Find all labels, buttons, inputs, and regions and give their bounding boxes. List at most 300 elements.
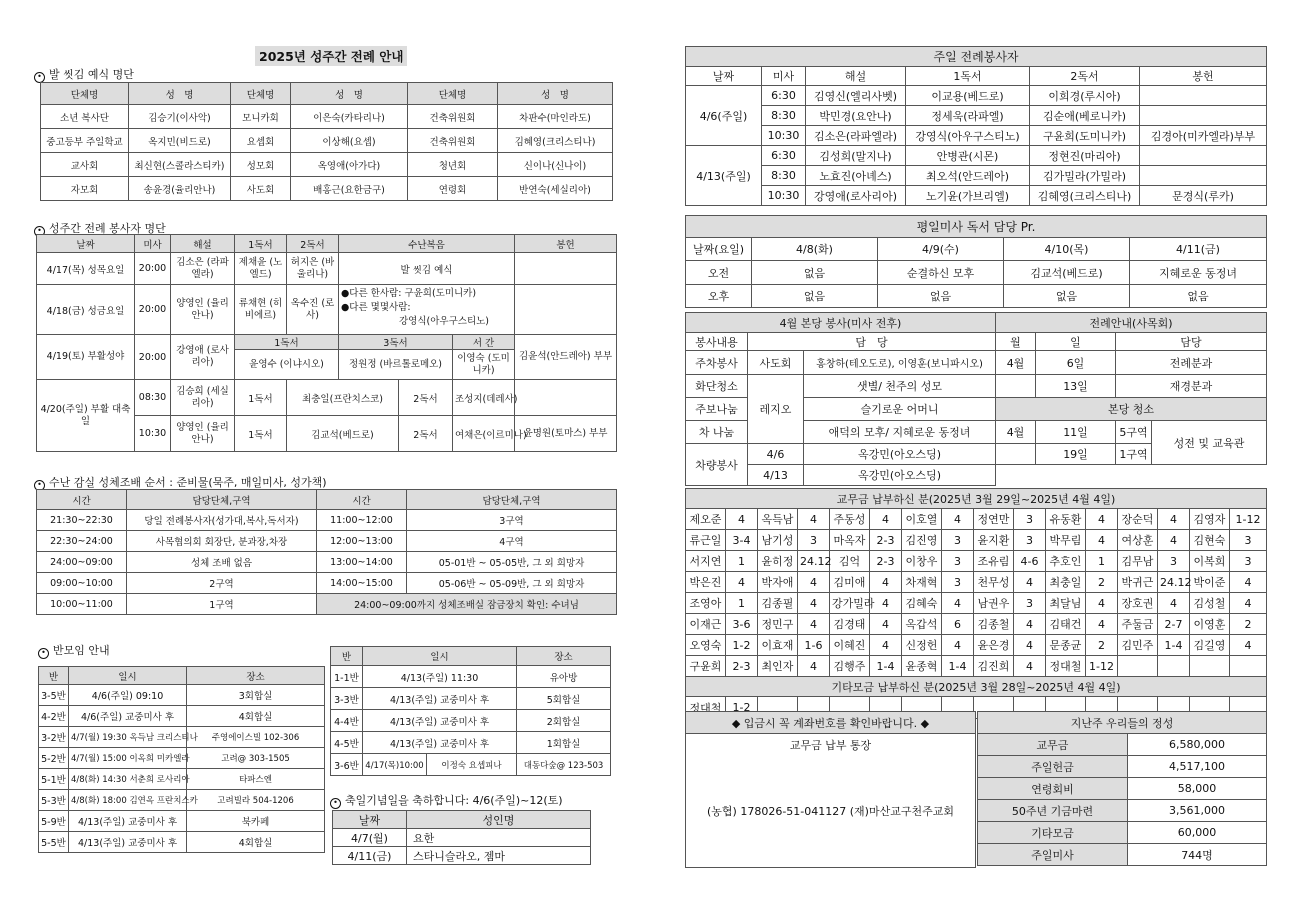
cell: 교무금 <box>978 734 1128 756</box>
donor-months: 2-3 <box>726 656 758 677</box>
donor-months: 4 <box>798 572 830 593</box>
cell: 사목협의회 회장단, 분과장,차장 <box>127 531 317 552</box>
cell: 샛별/ 천주의 성모 <box>804 375 996 398</box>
cell: 양영인 (율리안나) <box>171 285 235 335</box>
donor-name: 주동성 <box>830 509 870 530</box>
donor-name: 제오준 <box>686 509 726 530</box>
cell: 윤영수 (이냐시오) <box>235 350 339 380</box>
cell: 박민경(요안나) <box>806 106 906 126</box>
cell: 옥수진 (로사) <box>287 285 339 335</box>
cell: 4/13(주일) 11:30 <box>363 666 517 688</box>
donor-name: 조유림 <box>974 551 1014 572</box>
cell: 연령회비 <box>978 778 1128 800</box>
cell: 김순애(베로니카) <box>1030 106 1140 126</box>
donor-name: 유동환 <box>1046 509 1086 530</box>
account-table <box>685 711 976 868</box>
account-number: (농협) 178026-51-041127 (재)마산교구천주교회 <box>686 756 976 868</box>
donor-months: 1-4 <box>942 656 974 677</box>
cell: 정대철 <box>686 697 726 719</box>
cell: 5구역 <box>1116 421 1152 444</box>
cell: 차판수(마인라도) <box>498 105 613 129</box>
cell: 김혜영(크리스티나) <box>498 129 613 153</box>
banmoim-heading: • 반모임 안내 <box>38 642 110 658</box>
feet-table <box>40 82 613 201</box>
cell: 없음 <box>752 261 878 285</box>
cell: 50주년 기금마련 <box>978 800 1128 822</box>
cell: 4/6(주일) 09:10 <box>69 685 187 706</box>
cell: 유아방 <box>517 666 611 688</box>
th: 장소 <box>187 667 325 685</box>
cell: 차량봉사 <box>686 444 748 486</box>
donor-months: 3 <box>1014 509 1046 530</box>
th: 해설 <box>171 235 235 253</box>
cell: 조성지(데레사) <box>453 380 515 416</box>
donor-months: 4 <box>942 593 974 614</box>
donor-name: 윤지환 <box>974 530 1014 551</box>
holy-heading: • 성주간 전례 봉사자 명단 <box>34 220 166 236</box>
cell: 22:30~24:00 <box>37 531 127 552</box>
cell: 6:30 <box>762 86 806 106</box>
cell: 모니카회 <box>231 105 291 129</box>
cell: 14:00~15:00 <box>317 573 407 594</box>
donor-name: 윤은경 <box>974 635 1014 656</box>
cell: 5-9반 <box>39 811 69 832</box>
cell: 고려빌라 504-1206 <box>187 790 325 811</box>
cell: 노효진(아녜스) <box>806 166 906 186</box>
account-label: 교무금 납부 통장 <box>686 734 976 756</box>
cell: 슬기로운 어머니 <box>804 398 996 421</box>
cell: 4/8(화) 18:00 김연옥 프란치스카 <box>69 790 187 811</box>
th: 4/10(목) <box>1004 238 1130 261</box>
cell: 김혜영(크리스티나) <box>1030 186 1140 206</box>
cell: 안병관(시몬) <box>906 146 1030 166</box>
cell: 당일 전례봉사자(성가대,복사,독서자) <box>127 510 317 531</box>
donor-months <box>1158 656 1190 677</box>
donor-months: 4 <box>1086 593 1118 614</box>
th: 반 <box>331 647 363 666</box>
cell: 2회합실 <box>517 710 611 732</box>
donor-months: 1-6 <box>798 635 830 656</box>
cell: 1-1반 <box>331 666 363 688</box>
donor-months: 4 <box>1014 656 1046 677</box>
cell: 반연숙(세실리아) <box>498 177 613 201</box>
cell: 6일 <box>1036 351 1116 375</box>
donor-name: 강가밀라 <box>830 593 870 614</box>
cell: 지혜로운 동정녀 <box>1130 261 1267 285</box>
donor-months: 24.12 <box>1158 572 1190 593</box>
donor-name: 김무남 <box>1118 551 1158 572</box>
section-title: 지난주 우리들의 정성 <box>978 712 1267 734</box>
cell: 4/7(월) 15:00 이옥희 미카엘라 <box>69 748 187 769</box>
cell: 이교용(베드로) <box>906 86 1030 106</box>
adoration-heading: • 수난 감실 성체조배 순서 : 준비물(묵주, 매일미사, 성가책) <box>34 474 327 490</box>
cell: 정현진(마리아) <box>1030 146 1140 166</box>
banmoim-right-table <box>330 646 611 776</box>
cell: 김영신(엘리사벳) <box>806 86 906 106</box>
donor-name: 주둘금 <box>1118 614 1158 635</box>
th: 1독서 <box>235 335 339 350</box>
cell: 3회합실 <box>187 685 325 706</box>
service-table <box>685 312 996 486</box>
donor-months: 4 <box>1230 593 1267 614</box>
cell: 4/13(주일) 교중미사 후 <box>363 688 517 710</box>
cell: 20:00 <box>135 285 171 335</box>
cell: 이희경(루시아) <box>1030 86 1140 106</box>
cell: 주영에이스빌 102-306 <box>187 727 325 748</box>
donor-name: 박무림 <box>1046 530 1086 551</box>
donor-months: 4 <box>942 635 974 656</box>
cell: 4/13(주일) 교중미사 후 <box>69 832 187 853</box>
cell: 건축위원회 <box>408 129 498 153</box>
donor-name: 정민구 <box>758 614 798 635</box>
donor-months: 3-4 <box>726 530 758 551</box>
cell: 허지은 (바울리나) <box>287 253 339 285</box>
donor-name: 이혜진 <box>830 635 870 656</box>
target-icon: • <box>34 480 45 491</box>
th: 미사 <box>135 235 171 253</box>
donor-months: 3 <box>942 530 974 551</box>
section-title: 전례안내(사목회) <box>996 313 1267 333</box>
cell: 주보나눔 <box>686 398 748 421</box>
th: 날짜 <box>686 67 762 86</box>
th: 2독서 <box>1030 67 1140 86</box>
cell: 4-2반 <box>39 706 69 727</box>
cell: 발 씻김 예식 <box>339 253 515 285</box>
donor-name: 장순덕 <box>1118 509 1158 530</box>
cell: 기타모금 <box>978 822 1128 844</box>
cell: 오후 <box>686 285 752 308</box>
donor-name: 김성철 <box>1190 593 1230 614</box>
th: 4/11(금) <box>1130 238 1267 261</box>
donor-months: 4 <box>1230 572 1267 593</box>
donor-name: 문종균 <box>1046 635 1086 656</box>
cell: 중고등부 주일학교 <box>41 129 129 153</box>
donor-name: 장호권 <box>1118 593 1158 614</box>
donor-name: 서지연 <box>686 551 726 572</box>
cell: 스타니슬라오, 젬마 <box>407 847 591 865</box>
cell: 이상해(요셉) <box>291 129 408 153</box>
cell: 윤명원(토마스) 부부 <box>515 416 617 452</box>
cell: 고려@ 303-1505 <box>187 748 325 769</box>
cell: 4/17(목)10:00 <box>363 754 427 776</box>
cell: 4/6(주일) <box>686 86 762 146</box>
donor-months: 4 <box>726 509 758 530</box>
donor-months: 3 <box>1230 530 1267 551</box>
donor-months: 2 <box>1086 635 1118 656</box>
section-title: 평일미사 독서 담당 Pr. <box>686 216 1267 238</box>
donor-name: 구윤희 <box>686 656 726 677</box>
cell: 5-1반 <box>39 769 69 790</box>
dues-row <box>686 593 1267 614</box>
section-title: 4월 본당 봉사(미사 전후) <box>686 313 996 333</box>
donor-name <box>1118 656 1158 677</box>
cell: 강영식(아우구스티노) <box>906 126 1030 146</box>
donor-name: 김혜숙 <box>902 593 942 614</box>
donor-months: 4 <box>798 509 830 530</box>
th: 2독서 <box>287 235 339 253</box>
donor-name: 김미애 <box>830 572 870 593</box>
cell: 타파스엔 <box>187 769 325 790</box>
page-title: 2025년 성주간 전례 안내 <box>255 46 407 66</box>
cell: 문경식(루카) <box>1140 186 1267 206</box>
th: 시간 <box>317 490 407 510</box>
th: 단체명 <box>231 83 291 105</box>
donor-name: 김행주 <box>830 656 870 677</box>
donor-months: 4 <box>1158 530 1190 551</box>
cell: 3구역 <box>407 510 617 531</box>
donor-months: 4 <box>1158 593 1190 614</box>
donor-months: 3-6 <box>726 614 758 635</box>
donor-name: 정연만 <box>974 509 1014 530</box>
th: 장소 <box>517 647 611 666</box>
donor-name: 추호인 <box>1046 551 1086 572</box>
cell: 배홍근(요한금구) <box>291 177 408 201</box>
cell <box>1140 146 1267 166</box>
donor-name: 최인자 <box>758 656 798 677</box>
donor-months: 1-12 <box>1086 656 1118 677</box>
cell: 58,000 <box>1128 778 1267 800</box>
th: 서 간 <box>453 335 515 350</box>
cell: 24:00~09:00 <box>37 552 127 573</box>
dues-row <box>686 572 1267 593</box>
cell: 주차봉사 <box>686 351 748 375</box>
donor-name: 김현숙 <box>1190 530 1230 551</box>
donor-months: 4 <box>1230 635 1267 656</box>
th: 1독서 <box>906 67 1030 86</box>
cell: 5회합실 <box>517 688 611 710</box>
th: 날짜(요일) <box>686 238 752 261</box>
cell: 4/13(주일) 교중미사 후 <box>363 710 517 732</box>
donor-months: 4 <box>798 593 830 614</box>
th: 4/8(화) <box>752 238 878 261</box>
donor-name: 김경태 <box>830 614 870 635</box>
th: 일 <box>1036 333 1116 351</box>
donor-months: 2-3 <box>870 551 902 572</box>
cell <box>1140 106 1267 126</box>
th: 단체명 <box>408 83 498 105</box>
donor-name: 김영자 <box>1190 509 1230 530</box>
cell: 744명 <box>1128 844 1267 866</box>
donor-months: 2-7 <box>1158 614 1190 635</box>
cell: 11:00~12:00 <box>317 510 407 531</box>
cell: 순결하신 모후 <box>878 261 1004 285</box>
donor-name: 이복희 <box>1190 551 1230 572</box>
donor-months <box>1230 656 1267 677</box>
th: 성인명 <box>407 811 591 829</box>
feast-table <box>332 810 591 865</box>
th: 성 명 <box>291 83 408 105</box>
donor-name: 마옥자 <box>830 530 870 551</box>
cell: 화단청소 <box>686 375 748 398</box>
cell: 3-2반 <box>39 727 69 748</box>
cell: 여채은(이르미나) <box>453 416 515 452</box>
donor-months: 24.12 <box>798 551 830 572</box>
donor-name: 신정헌 <box>902 635 942 656</box>
cell: 4회합실 <box>187 706 325 727</box>
th: 날짜 <box>333 811 407 829</box>
sunday-table <box>685 46 1267 206</box>
cell: 4월 <box>996 351 1036 375</box>
donor-months: 2 <box>1230 614 1267 635</box>
cell: 성전 및 교육관 <box>1152 421 1267 465</box>
target-icon: • <box>38 648 49 659</box>
th: 1독서 <box>235 235 287 253</box>
cell: 20:00 <box>135 335 171 380</box>
cell: 요한 <box>407 829 591 847</box>
donor-months: 4 <box>870 614 902 635</box>
cell: 주일미사 <box>978 844 1128 866</box>
cell: 소년 복사단 <box>41 105 129 129</box>
donor-name: 류근일 <box>686 530 726 551</box>
donor-months: 1 <box>1086 551 1118 572</box>
donor-months: 1-4 <box>870 656 902 677</box>
cell: 10:30 <box>762 186 806 206</box>
th: 4/9(수) <box>878 238 1004 261</box>
donor-months: 4 <box>870 593 902 614</box>
donor-months: 3 <box>942 572 974 593</box>
cell <box>1140 166 1267 186</box>
cell: 13일 <box>1036 375 1116 398</box>
cell: 옥지민(비드로) <box>129 129 231 153</box>
donor-months: 1-2 <box>726 635 758 656</box>
th: 담당단체,구역 <box>127 490 317 510</box>
donor-name: 조영아 <box>686 593 726 614</box>
th: 담당단체,구역 <box>407 490 617 510</box>
target-icon: • <box>34 226 45 237</box>
cell: 1독서 <box>235 416 287 452</box>
donor-name: 남기성 <box>758 530 798 551</box>
cell: 옥강민(아오스딩) <box>804 444 996 465</box>
donor-name: 김진영 <box>902 530 942 551</box>
donor-months: 3 <box>1014 530 1046 551</box>
cell: 1구역 <box>1116 444 1152 465</box>
cell: 20:00 <box>135 253 171 285</box>
cell: 60,000 <box>1128 822 1267 844</box>
cell: 구윤희(도미니카) <box>1030 126 1140 146</box>
cell: 김경아(미카엘라)부부 <box>1140 126 1267 146</box>
cell: 11일 <box>1036 421 1116 444</box>
donor-name: 김억 <box>830 551 870 572</box>
cell: 4-5반 <box>331 732 363 754</box>
weekday-table <box>685 215 1267 308</box>
cell: 김교석(베드로) <box>1004 261 1130 285</box>
cell: 연령회 <box>408 177 498 201</box>
cell: 강영애(로사리아) <box>806 186 906 206</box>
donor-name: 이재근 <box>686 614 726 635</box>
cell: 대동다숲@ 123-503 <box>517 754 611 776</box>
donor-name <box>1190 656 1230 677</box>
cell: 10:30 <box>135 416 171 452</box>
cell: 송윤경(율리안나) <box>129 177 231 201</box>
cell: 4/7(월) 19:30 옥득남 크리스티나 <box>69 727 187 748</box>
donor-name: 정대철 <box>1046 656 1086 677</box>
cell: 2독서 <box>399 380 453 416</box>
donor-months: 3 <box>798 530 830 551</box>
cell: 교사회 <box>41 153 129 177</box>
cell: 최충일(프란치스코) <box>287 380 399 416</box>
cell: 3-3반 <box>331 688 363 710</box>
cell: 없음 <box>1130 285 1267 308</box>
cell: 4,517,100 <box>1128 756 1267 778</box>
account-notice: ◆ 입금시 꼭 계좌번호를 확인바랍니다. ◆ <box>686 712 976 734</box>
cell: 19일 <box>1036 444 1116 465</box>
donor-months: 4 <box>1014 572 1046 593</box>
cell: 3-5반 <box>39 685 69 706</box>
dues-row <box>686 635 1267 656</box>
donor-name: 이영훈 <box>1190 614 1230 635</box>
donor-months: 4 <box>870 572 902 593</box>
cell: 4/7(월) <box>333 829 407 847</box>
line: ●다른 몇몇사람: <box>341 302 411 313</box>
cell: 성모회 <box>231 153 291 177</box>
donor-months: 1 <box>726 593 758 614</box>
donor-months: 4 <box>1014 635 1046 656</box>
donor-months: 4 <box>1086 530 1118 551</box>
cell: 6,580,000 <box>1128 734 1267 756</box>
donor-months: 1-12 <box>1230 509 1267 530</box>
donor-name: 윤종혁 <box>902 656 942 677</box>
cell: 4/6 <box>748 444 804 465</box>
cell: 4-4반 <box>331 710 363 732</box>
feet-heading: • 발 씻김 예식 명단 <box>34 66 134 82</box>
cell: 1구역 <box>127 594 317 615</box>
th: 일시 <box>363 647 517 666</box>
cell: 4/20(주일) 부활 대축일 <box>37 380 135 452</box>
cell <box>1140 86 1267 106</box>
donor-months: 3 <box>942 551 974 572</box>
cell: 21:30~22:30 <box>37 510 127 531</box>
donor-months: 4-6 <box>1014 551 1046 572</box>
cell: 김소은 (라파엘라) <box>171 253 235 285</box>
donor-name: 박귀근 <box>1118 572 1158 593</box>
cell: 10:30 <box>762 126 806 146</box>
donor-months: 6 <box>942 614 974 635</box>
target-icon: • <box>34 72 45 83</box>
donor-months: 3 <box>1158 551 1190 572</box>
cell: 이정숙 요셉피나 <box>427 754 517 776</box>
cell: 오전 <box>686 261 752 285</box>
cell: 옥강민(아오스딩) <box>804 465 996 486</box>
donor-months: 4 <box>942 509 974 530</box>
donor-name: 윤히정 <box>758 551 798 572</box>
th: 반 <box>39 667 69 685</box>
dues-row <box>686 509 1267 530</box>
donor-months: 4 <box>870 635 902 656</box>
dues-body <box>686 509 1267 677</box>
th: 봉사내용 <box>686 333 748 351</box>
section-title: 기타모금 납부하신 분(2025년 3월 28일~2025년 4월 4일) <box>686 677 1267 697</box>
dues-table <box>685 488 1267 719</box>
cell: 사도회 <box>231 177 291 201</box>
donor-name: 박자애 <box>758 572 798 593</box>
th: 미사 <box>762 67 806 86</box>
cell: 김교석(베드로) <box>287 416 399 452</box>
line: ●다른 한사람: 구윤희(도미니카) <box>341 288 477 299</box>
cell: 없음 <box>1004 285 1130 308</box>
cell: 4/13(주일) 교중미사 후 <box>69 811 187 832</box>
cell: 성체 조배 없음 <box>127 552 317 573</box>
donor-name: 차재혁 <box>902 572 942 593</box>
cell: 홍창하(테오도로), 이영훈(보니파시오) <box>804 351 996 375</box>
cell: 4/13 <box>748 465 804 486</box>
dues-row <box>686 530 1267 551</box>
donor-months: 4 <box>726 572 758 593</box>
cell: 09:00~10:00 <box>37 573 127 594</box>
cell: 4/8(화) 14:30 서춘희 로사리아 <box>69 769 187 790</box>
th: 일시 <box>69 667 187 685</box>
donor-name: 옥득남 <box>758 509 798 530</box>
donor-name: 남권우 <box>974 593 1014 614</box>
